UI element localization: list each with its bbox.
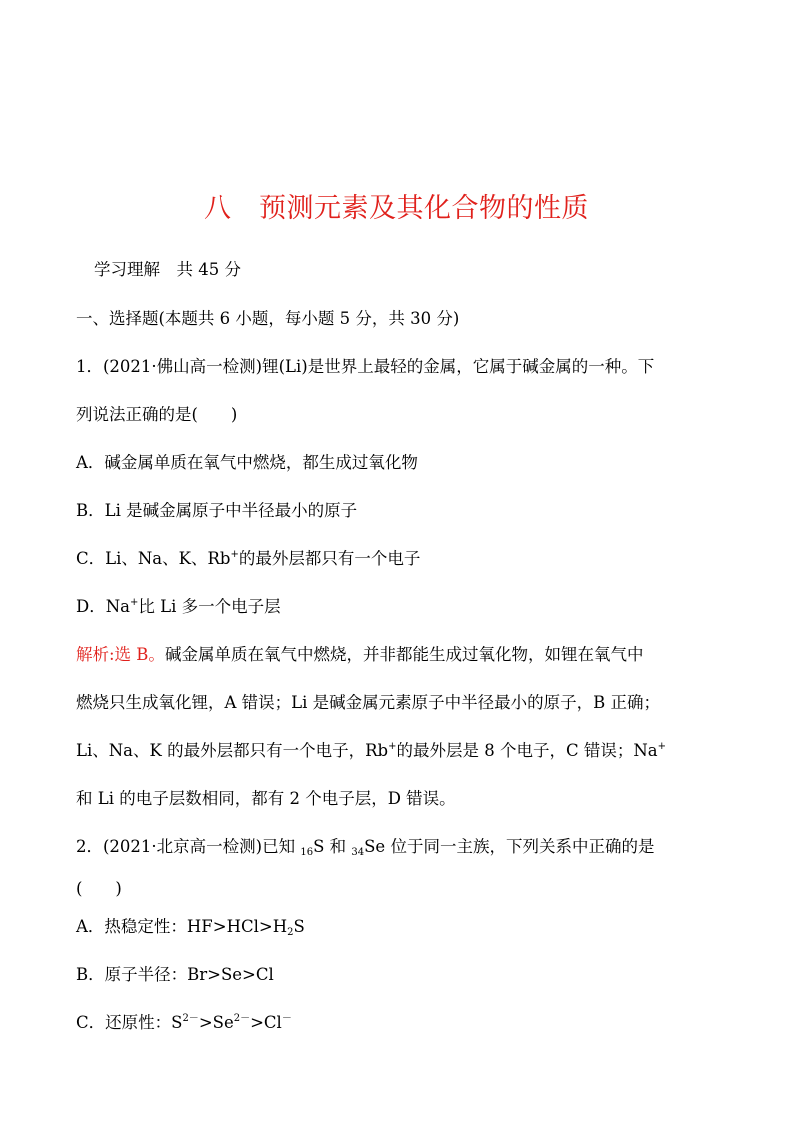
q1-option-d-sup: + xyxy=(130,597,139,608)
q1-option-a: A．碱金属单质在氧气中燃烧，都生成过氧化物 xyxy=(76,453,418,472)
q1-option-c-post: 的最外层都只有一个电子 xyxy=(238,549,421,568)
q2-option-a-pre: A．热稳定性：HF>HCl>H xyxy=(76,917,288,936)
analysis-label: 解析:选 B。 xyxy=(76,645,165,664)
q2-option-c xyxy=(76,1012,292,1034)
q2-sub1: 16 xyxy=(300,847,314,858)
q1-option-d xyxy=(76,596,281,618)
q1-option-b: B．Li 是碱金属原子中半径最小的原子 xyxy=(76,501,358,520)
analysis-line3-sup2: + xyxy=(657,741,666,752)
analysis-line3 xyxy=(76,740,666,762)
q2-option-c-mid2: >Cl xyxy=(250,1013,282,1032)
q2-option-c-sup3: － xyxy=(281,1013,292,1024)
q1-stem-line1: 1．(2021·佛山高一检测)锂(Li)是世界上最轻的金属，它属于碱金属的一种。下 xyxy=(76,357,655,376)
q2-option-a-post: S xyxy=(293,917,305,936)
page-title: 八 预测元素及其化合物的性质 xyxy=(204,193,589,224)
q2-stem-line2: ( ) xyxy=(76,879,122,898)
q1-stem-line2: 列说法正确的是( ) xyxy=(76,405,238,424)
analysis-line3-b: 的最外层是 8 个电子，C 错误；Na xyxy=(396,741,658,760)
analysis-line2: 燃烧只生成氧化锂，A 错误；Li 是碱金属元素原子中半径最小的原子，B 正确； xyxy=(76,693,661,712)
q2-stem-mid1: S 和 xyxy=(313,837,352,856)
analysis-line3-a: Li、Na、K 的最外层都只有一个电子，Rb xyxy=(76,741,389,760)
analysis-line1-rest: 碱金属单质在氧气中燃烧，并非都能生成过氧化物，如锂在氧气中 xyxy=(164,645,644,664)
q2-option-c-pre: C．还原性：S xyxy=(76,1013,183,1032)
q1-option-d-post: 比 Li 多一个电子层 xyxy=(138,597,281,616)
analysis-line3-sup1: + xyxy=(388,741,397,752)
q2-option-c-sup2: 2－ xyxy=(233,1013,251,1024)
q2-stem-pre: 2．(2021·北京高一检测)已知 xyxy=(76,837,301,856)
q1-option-d-pre: D．Na xyxy=(76,597,131,616)
q2-option-c-mid1: >Se xyxy=(198,1013,234,1032)
q2-stem-mid2: Se 位于同一主族，下列关系中正确的是 xyxy=(364,837,655,856)
part-heading: 一、选择题(本题共 6 小题，每小题 5 分，共 30 分) xyxy=(76,309,460,328)
q2-stem-line1 xyxy=(76,836,654,858)
q1-option-c-pre: C．Li、Na、K、Rb xyxy=(76,549,231,568)
q2-option-a-sub: 2 xyxy=(287,927,294,938)
q2-sub2: 34 xyxy=(351,847,365,858)
q1-option-c xyxy=(76,548,420,570)
section-label: 学习理解 共 45 分 xyxy=(94,260,241,279)
q2-option-c-sup1: 2－ xyxy=(182,1013,199,1024)
q1-option-c-sup: + xyxy=(230,549,239,560)
q2-option-b: B．原子半径：Br>Se>Cl xyxy=(76,965,274,984)
q2-option-a xyxy=(76,916,305,938)
analysis-line4: 和 Li 的电子层数相同，都有 2 个电子层，D 错误。 xyxy=(76,789,456,808)
analysis-line1 xyxy=(76,644,643,666)
